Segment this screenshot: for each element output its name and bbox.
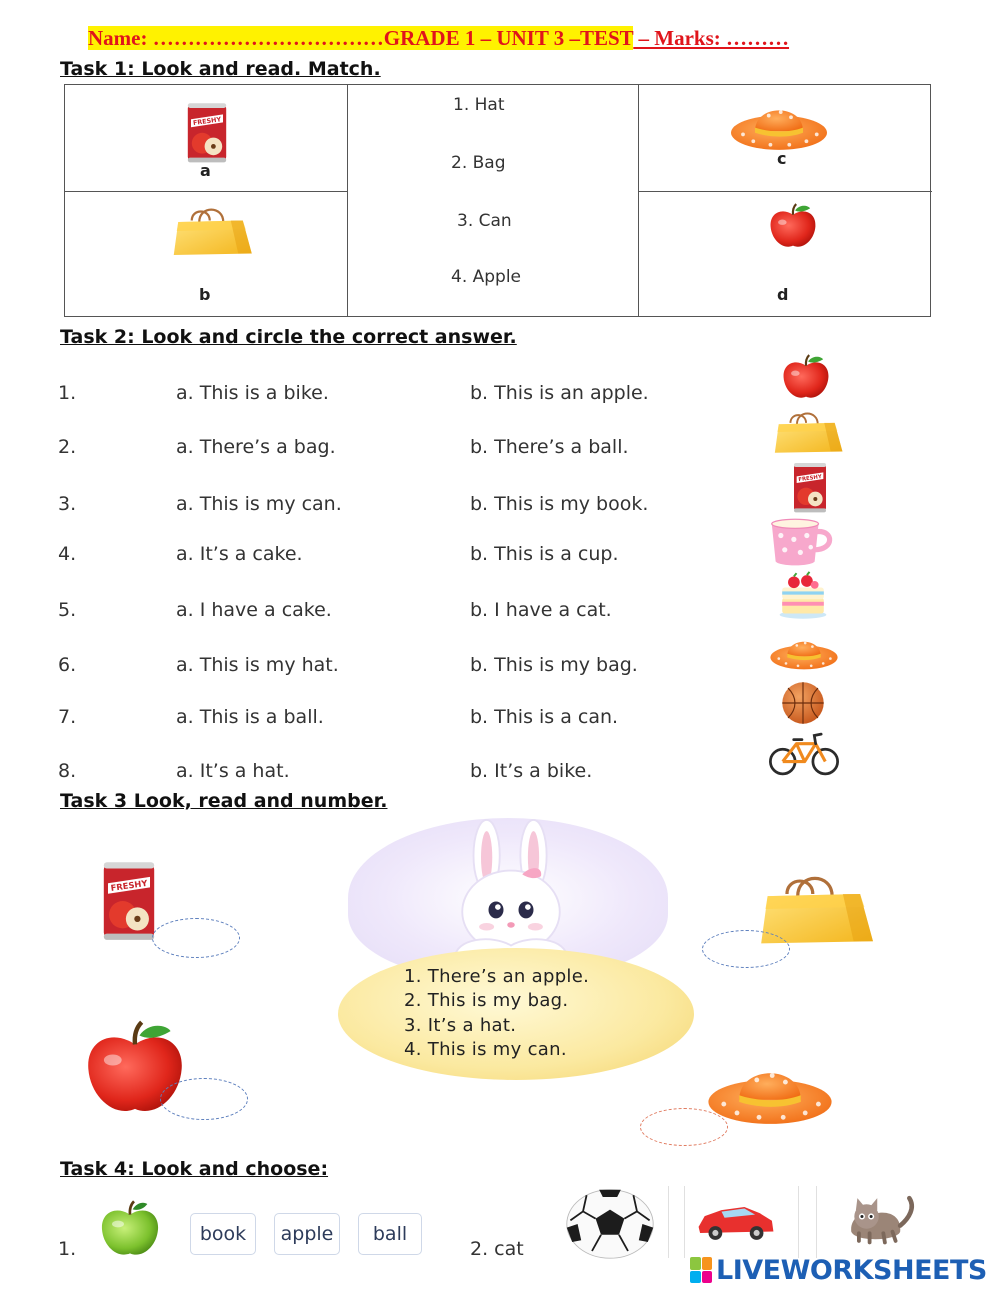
can-icon	[790, 460, 830, 514]
ball-icon	[776, 680, 830, 726]
q-number: 4.	[58, 543, 77, 565]
sentence-2: 2. This is my bag.	[404, 990, 569, 1011]
watermark-text: LIVEWORKSHEETS	[716, 1254, 987, 1286]
option-a[interactable]: a. It’s a hat.	[176, 760, 290, 782]
task1-title: Task 1: Look and read. Match.	[60, 58, 381, 80]
option-a[interactable]: a. This is a ball.	[176, 706, 324, 728]
name-blank: ……………………………	[152, 26, 384, 50]
green-apple-icon	[86, 1200, 174, 1260]
table-divider	[638, 85, 639, 316]
q-number: 3.	[58, 493, 77, 515]
sentence-1: 1. There’s an apple.	[404, 966, 590, 987]
liveworksheets-watermark	[690, 1254, 987, 1286]
option-b[interactable]: b. This is my book.	[470, 493, 649, 515]
number-input-apple[interactable]	[160, 1078, 248, 1120]
name-label: Name:	[88, 26, 153, 50]
marks-label: – Marks: ………	[633, 26, 790, 50]
picture-divider	[798, 1186, 799, 1258]
option-b[interactable]: b. I have a cat.	[470, 599, 612, 621]
q-number: 7.	[58, 706, 77, 728]
hat-icon	[768, 630, 840, 674]
q-number: 2.	[58, 436, 77, 458]
letter-c: c	[777, 149, 787, 168]
cat-icon	[836, 1186, 920, 1250]
option-b[interactable]: b. This is my bag.	[470, 654, 638, 676]
bunny-icon	[416, 818, 606, 968]
table-divider	[65, 191, 347, 192]
task2-title: Task 2: Look and circle the correct answer.	[60, 326, 517, 348]
option-a[interactable]: a. This is a bike.	[176, 382, 329, 404]
match-word-hat: 1. Hat	[453, 95, 505, 115]
match-word-can: 3. Can	[457, 211, 512, 231]
q-number: 1.	[58, 1238, 77, 1260]
task4-title: Task 4: Look and choose:	[60, 1158, 329, 1180]
option-a[interactable]: a. I have a cake.	[176, 599, 332, 621]
sentence-3: 3. It’s a hat.	[404, 1015, 517, 1036]
soccer-ball-icon	[558, 1188, 662, 1260]
number-input-can[interactable]	[152, 918, 240, 958]
q-number: 6.	[58, 654, 77, 676]
option-a[interactable]: a. It’s a cake.	[176, 543, 303, 565]
option-b[interactable]: b. This is a cup.	[470, 543, 619, 565]
choice-ball[interactable]: ball	[358, 1213, 422, 1255]
q-number: 8.	[58, 760, 77, 782]
option-b[interactable]: b. There’s a ball.	[470, 436, 629, 458]
option-b[interactable]: b. This is an apple.	[470, 382, 649, 404]
table-divider	[638, 191, 932, 192]
hat-icon	[727, 95, 831, 155]
bag-icon	[770, 406, 846, 458]
task3-title: Task 3 Look, read and number.	[60, 790, 388, 812]
liveworksheets-logo-icon	[690, 1257, 712, 1283]
choice-apple[interactable]: apple	[274, 1213, 340, 1255]
option-b[interactable]: b. It’s a bike.	[470, 760, 593, 782]
q2-label: 2. cat	[470, 1238, 524, 1260]
picture-divider	[684, 1186, 685, 1258]
bag-icon	[159, 201, 265, 261]
cup-icon	[764, 516, 838, 568]
option-a[interactable]: a. There’s a bag.	[176, 436, 336, 458]
letter-b: b	[199, 285, 211, 304]
choice-book[interactable]: book	[190, 1213, 256, 1255]
option-b[interactable]: b. This is a can.	[470, 706, 619, 728]
sentence-4: 4. This is my can.	[404, 1039, 567, 1060]
can-icon	[183, 99, 231, 165]
match-word-bag: 2. Bag	[451, 153, 506, 173]
number-input-bag[interactable]	[702, 930, 790, 968]
match-word-apple: 4. Apple	[451, 267, 522, 287]
option-a[interactable]: a. This is my hat.	[176, 654, 339, 676]
q-number: 1.	[58, 382, 77, 404]
picture-divider	[668, 1186, 669, 1258]
cake-icon	[768, 568, 838, 620]
bike-icon	[766, 730, 842, 778]
number-input-hat[interactable]	[640, 1108, 728, 1146]
letter-d: d	[777, 285, 789, 304]
grade-unit-test: GRADE 1 – UNIT 3 –TEST	[383, 26, 634, 50]
picture-divider	[816, 1186, 817, 1258]
apple-icon	[770, 354, 842, 402]
q-number: 5.	[58, 599, 77, 621]
letter-a: a	[200, 161, 211, 180]
table-divider	[347, 85, 348, 316]
worksheet-header	[88, 26, 934, 52]
task1-match-table	[64, 84, 931, 317]
car-icon	[694, 1192, 778, 1248]
option-a[interactable]: a. This is my can.	[176, 493, 342, 515]
apple-icon	[753, 203, 833, 251]
